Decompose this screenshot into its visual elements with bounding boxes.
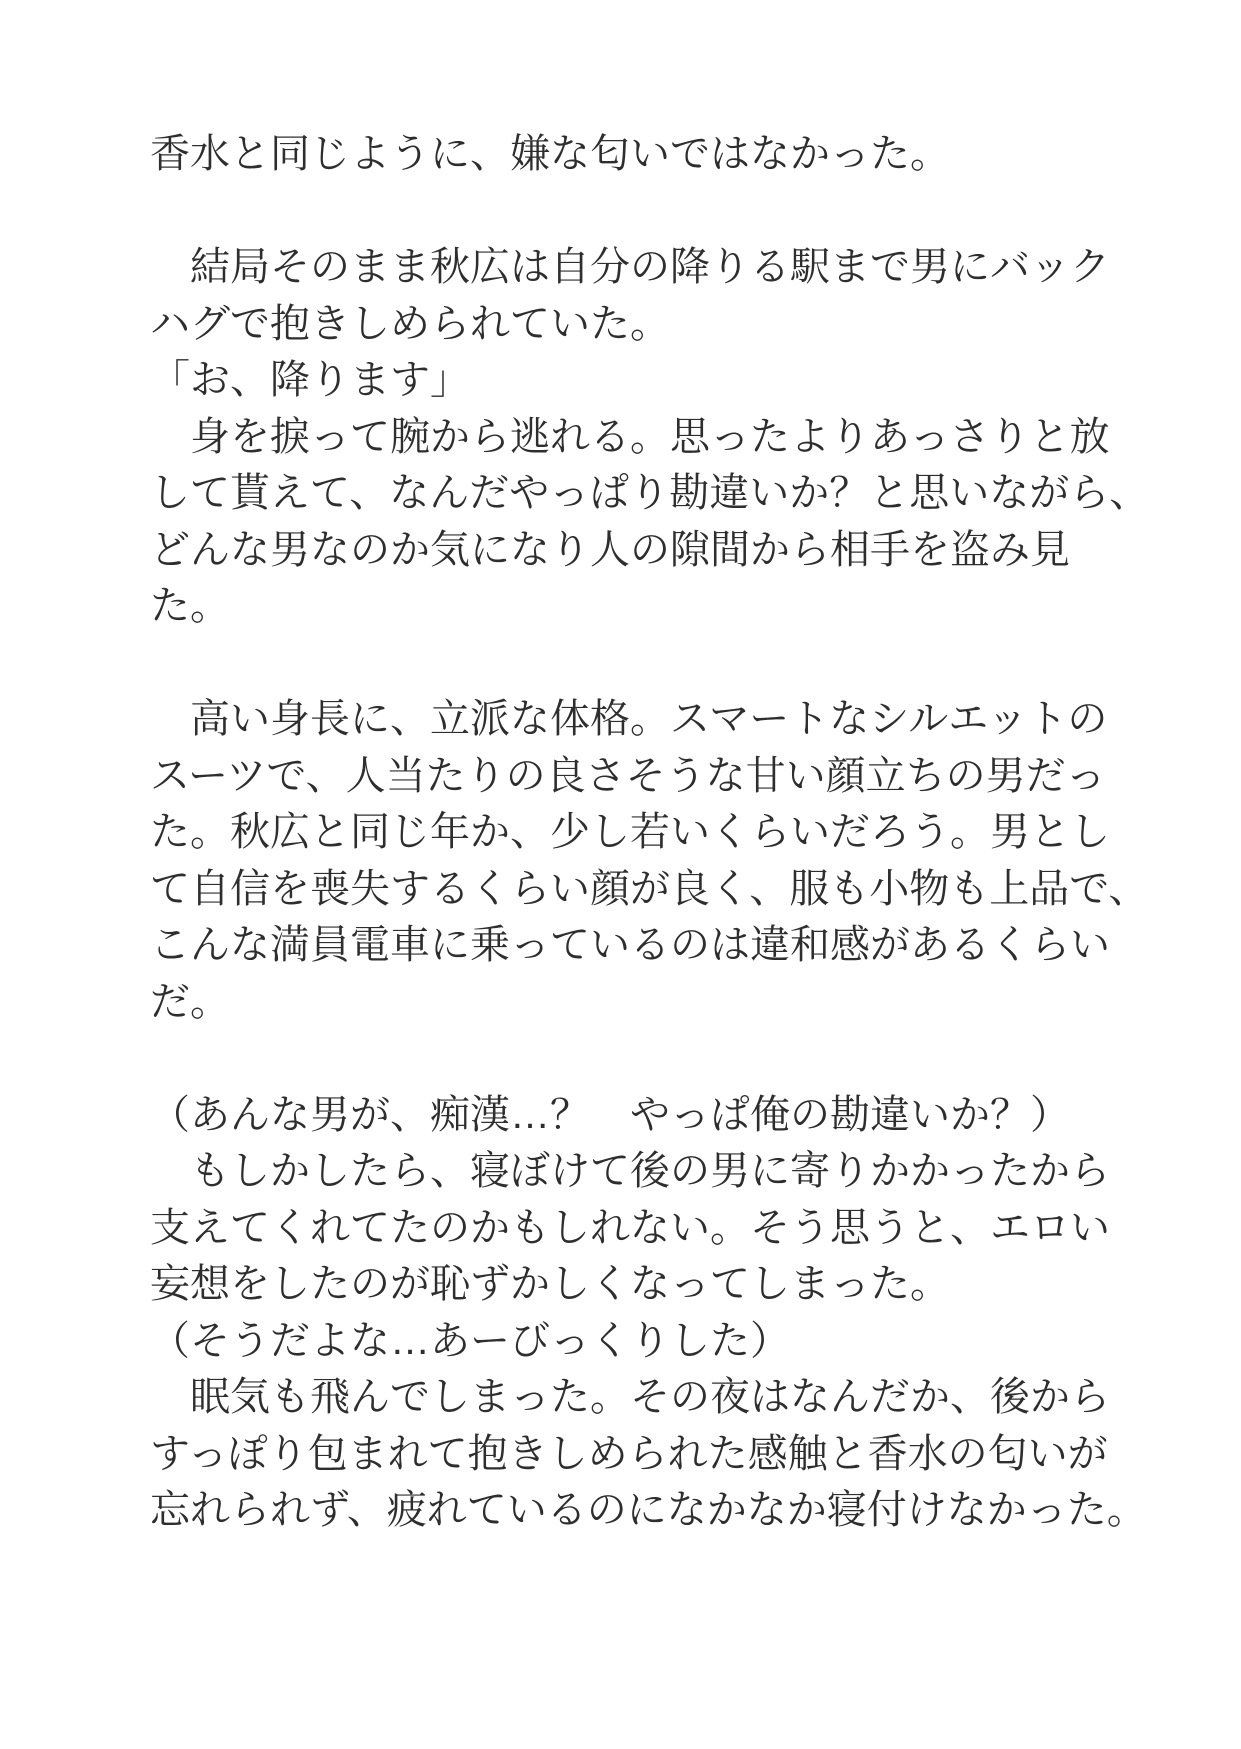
text-line: 眠気も飛んでしまった。その夜はなんだか、後から — [150, 1375, 1110, 1419]
text-line: どんな男なのか気になり人の隙間から相手を盗み見 — [150, 527, 1070, 572]
text-line-thought: （そうだよな…あーびっくりした） — [150, 1318, 790, 1363]
blank-line — [150, 183, 1140, 240]
text-line: た。 — [150, 584, 230, 628]
text-line: 妄想をしたのが恥ずかしくなってしまった。 — [150, 1262, 950, 1306]
text-line: して貰えて、なんだやっぱり勘違いか？と思いながら、 — [150, 471, 1150, 515]
text-line: だ。 — [150, 979, 230, 1024]
text-line: た。秋広と同じ年か、少し若いくらいだろう。男とし — [150, 810, 1110, 854]
text-line: スーツで、人当たりの良さそうな甘い顔立ちの男だっ — [150, 753, 1106, 798]
text-line: 香水と同じように、嫌な匂いではなかった。 — [150, 132, 950, 176]
text-line: すっぽり包まれて抱きしめられた感触と香水の匂いが — [150, 1431, 1108, 1476]
text-line: 支えてくれてたのかもしれない。そう思うと、エロい — [150, 1205, 1110, 1250]
text-line: こんな満員電車に乗っているのは違和感があるくらい — [150, 923, 1110, 967]
text-line: 結局そのまま秋広は自分の降りる駅まで男にバック — [150, 245, 1110, 289]
text-line: て自信を喪失するくらい顔が良く、服も小物も上品で、 — [150, 866, 1149, 911]
blank-line — [150, 1030, 1140, 1087]
text-line: 高い身長に、立派な体格。スマートなシルエットの — [150, 697, 1108, 741]
text-line: 忘れられず、疲れているのになかなか寝付けなかった。 — [150, 1488, 1147, 1532]
text-line: 身を捩って腕から逃れる。思ったよりあっさりと放 — [150, 414, 1110, 459]
text-line: もしかしたら、寝ぼけて後の男に寄りかかったから — [150, 1149, 1110, 1193]
text-line-dialogue: 「お、降ります」 — [150, 358, 470, 402]
text-line: ハグで抱きしめられていた。 — [150, 301, 670, 346]
text-line-thought: （あんな男が、痴漢…？ やっぱ俺の勘違いか？） — [150, 1092, 1070, 1137]
blank-line — [150, 635, 1140, 692]
text-block — [150, 126, 1150, 1539]
